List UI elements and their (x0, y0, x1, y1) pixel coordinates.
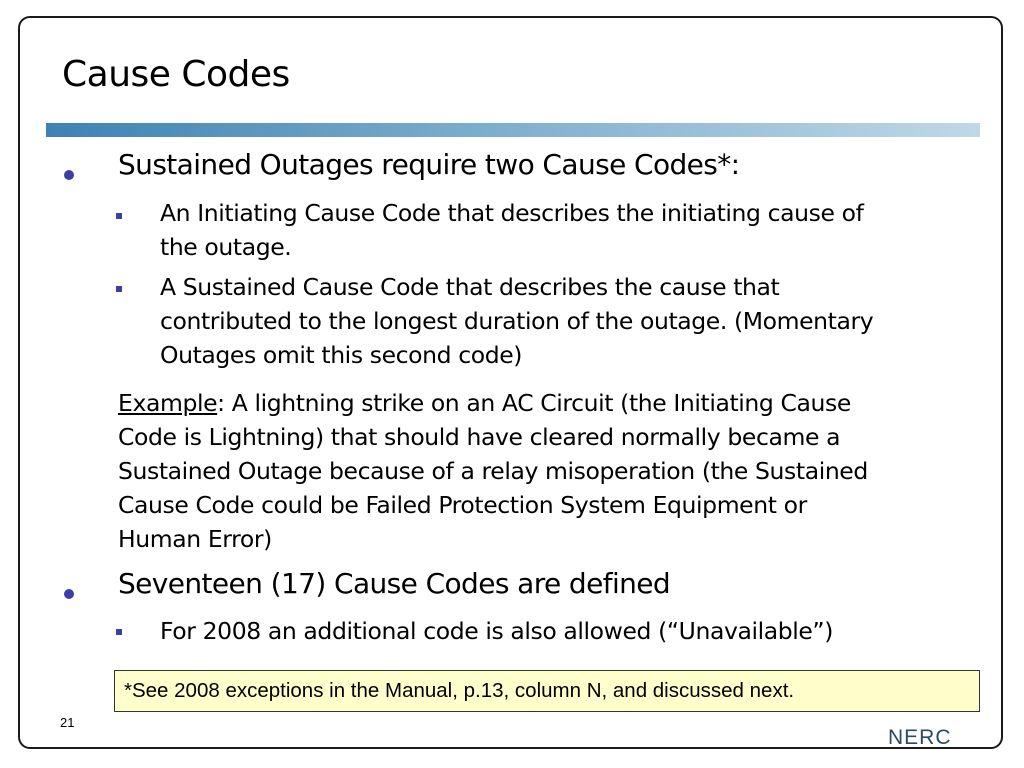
example-line (118, 386, 963, 420)
example-label: Example (118, 389, 218, 417)
sub-bullet-line: An Initiating Cause Code that describes the initiating cause of (160, 199, 864, 227)
bullet-seventeen-codes: Seventeen (17) Cause Codes are defined (118, 567, 671, 600)
bullet-dot-icon (64, 589, 74, 599)
sub-bullet-sustained-cause (160, 270, 960, 372)
bullet-sustained-outages: Sustained Outages require two Cause Codes*: (118, 148, 740, 181)
sub-bullet-square-icon (116, 286, 122, 292)
sub-bullet-line: Outages omit this second code) (160, 341, 523, 369)
sub-bullet-square-icon (116, 629, 122, 635)
logo-text: NERC (888, 726, 952, 749)
example-paragraph (118, 386, 963, 556)
nerc-logo (886, 724, 1003, 749)
example-line: Sustained Outage because of a relay misoperation (the Sustained (118, 457, 868, 485)
sub-bullet-line: the outage. (160, 233, 292, 261)
footnote-box: *See 2008 exceptions in the Manual, p.13, column N, and discussed next. (114, 670, 980, 712)
logo-underline (886, 748, 956, 749)
page-number: 21 (60, 715, 75, 730)
example-line: Code is Lightning) that should have cleared normally became a (118, 423, 841, 451)
slide-title: Cause Codes (62, 54, 290, 95)
sub-bullet-line: A Sustained Cause Code that describes the cause that (160, 273, 780, 301)
sub-bullet-initiating-cause (160, 196, 960, 264)
sub-bullet-line: For 2008 an additional code is also allowed (“Unavailable”) (160, 617, 833, 645)
example-line: Cause Code could be Failed Protection System Equipment or (118, 491, 807, 519)
example-line-text: : A lightning strike on an AC Circuit (the Initiating Cause (217, 389, 851, 417)
title-divider-bar (46, 123, 980, 137)
slide (18, 16, 1003, 749)
sub-bullet-line: contributed to the longest duration of the outage. (Momentary (160, 307, 874, 335)
bullet-dot-icon (64, 170, 74, 180)
logo-underline (958, 748, 1003, 749)
example-line: Human Error) (118, 525, 272, 553)
sub-bullet-unavailable (160, 614, 960, 648)
sub-bullet-square-icon (116, 213, 122, 219)
